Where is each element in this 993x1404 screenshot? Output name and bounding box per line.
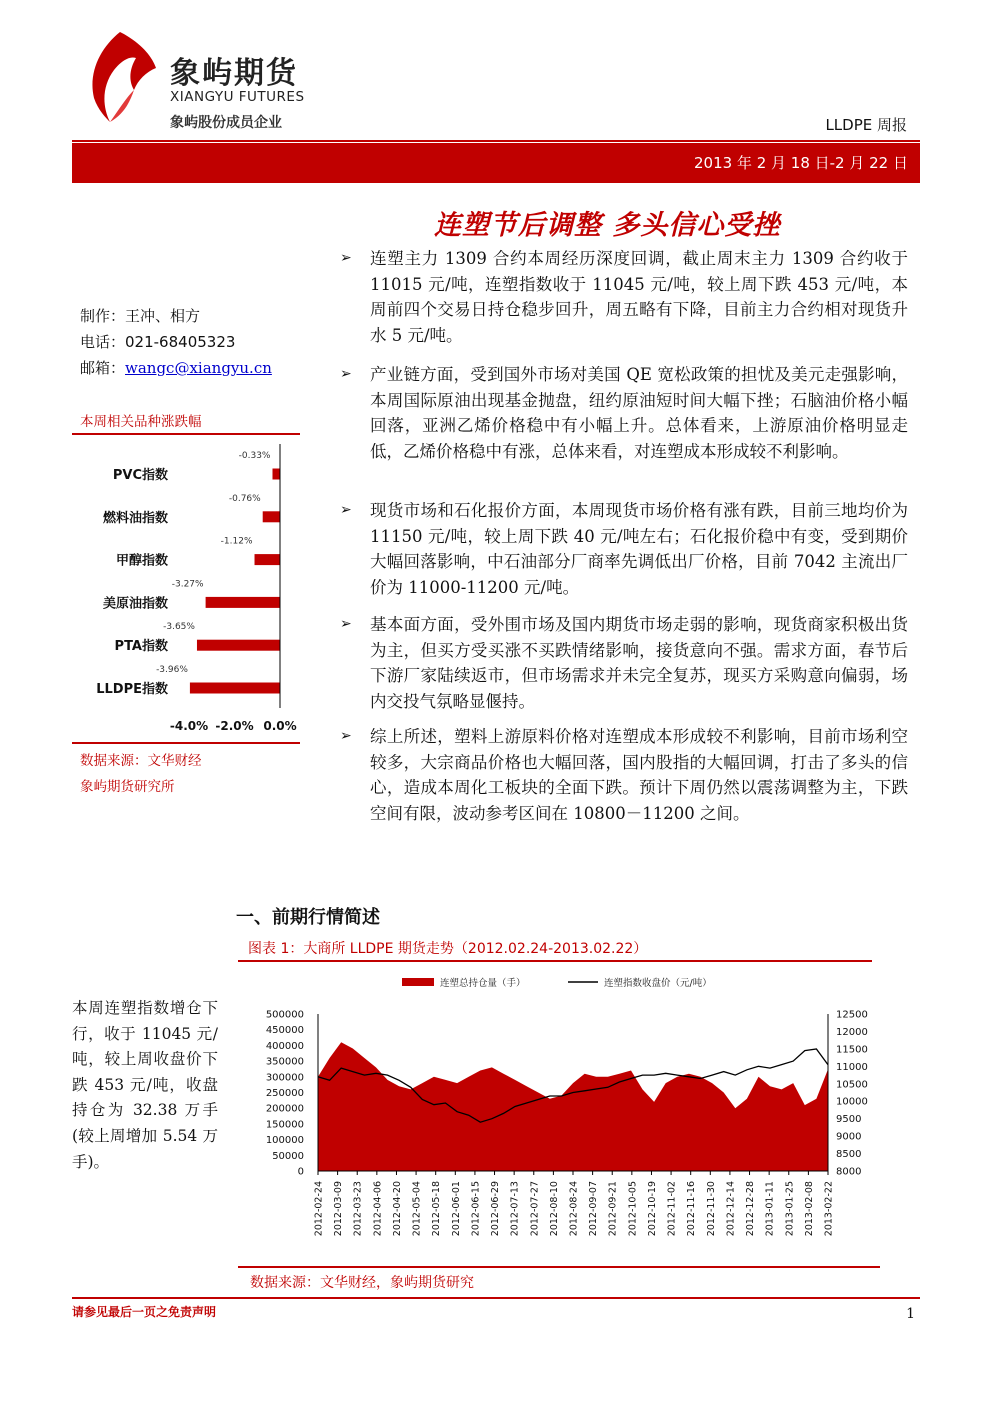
legend-label-area: 连塑总持仓量（手） xyxy=(440,978,526,989)
company-name-cn: 象屿期货 xyxy=(170,56,298,91)
x-tick-label: -4.0% xyxy=(169,719,209,733)
x-tick-label: 2013-02-08 xyxy=(803,1181,815,1237)
arrow-bullet-icon: ➢ xyxy=(340,616,352,632)
right-tick-label: 9500 xyxy=(836,1114,862,1126)
sidebar-divider xyxy=(72,742,300,744)
right-tick-label: 11000 xyxy=(836,1061,868,1073)
phone-line: 电话：021-68405323 xyxy=(80,333,236,351)
x-tick-label: 2013-01-11 xyxy=(764,1181,776,1237)
x-tick-label: 2012-06-01 xyxy=(450,1181,462,1237)
change-value-label: -3.65% xyxy=(163,622,195,633)
left-tick-label: 300000 xyxy=(265,1072,304,1084)
email-link[interactable]: wangc@xiangyu.cn xyxy=(125,359,272,377)
sidebar-chart-title: 本周相关品种涨跌幅 xyxy=(80,414,202,430)
right-tick-label: 10500 xyxy=(836,1079,868,1091)
x-tick-label: 0.0% xyxy=(263,719,297,733)
right-tick-label: 12500 xyxy=(836,1009,868,1021)
author-names: 王冲、相方 xyxy=(125,307,201,325)
x-tick-label: 2013-01-25 xyxy=(784,1181,796,1237)
x-tick-label: 2012-05-18 xyxy=(431,1181,443,1237)
category-label: 甲醇指数 xyxy=(115,553,168,569)
company-name-en: XIANGYU FUTURES xyxy=(170,89,305,105)
arrow-bullet-icon: ➢ xyxy=(340,366,352,382)
date-banner xyxy=(72,143,920,183)
left-tick-label: 0 xyxy=(297,1166,304,1178)
report-date: 2013 年 2 月 18 日-2 月 22 日 xyxy=(694,154,908,172)
right-tick-label: 10000 xyxy=(836,1096,868,1108)
x-tick-label: 2012-03-09 xyxy=(333,1181,345,1237)
email-line: 邮箱：wangc@xiangyu.cn xyxy=(80,359,272,377)
change-bar xyxy=(206,597,280,608)
x-tick-label: 2012-12-14 xyxy=(725,1181,737,1237)
x-tick-label: 2012-06-15 xyxy=(470,1181,482,1237)
sidebar-source-2: 象屿期货研究所 xyxy=(80,779,175,795)
left-tick-label: 100000 xyxy=(265,1135,304,1147)
category-label: 美原油指数 xyxy=(102,596,168,612)
category-label: 燃料油指数 xyxy=(102,510,168,526)
change-value-label: -3.27% xyxy=(171,579,204,590)
open-interest-area xyxy=(318,1042,828,1171)
x-tick-label: 2012-02-24 xyxy=(313,1181,325,1237)
company-logo-icon xyxy=(80,28,160,123)
left-tick-label: 350000 xyxy=(265,1056,304,1068)
change-value-label: -0.33% xyxy=(238,451,271,461)
report-title: 连塑节后调整 多头信心受挫 xyxy=(434,210,781,241)
disclaimer-note: 请参见最后一页之免责声明 xyxy=(72,1305,217,1319)
report-type: LLDPE 周报 xyxy=(825,116,907,134)
author-line: 制作：王冲、相方 xyxy=(80,307,201,325)
x-tick-label: 2012-04-20 xyxy=(391,1181,403,1237)
x-tick-label: 2012-12-28 xyxy=(745,1181,757,1237)
right-tick-label: 9000 xyxy=(836,1131,862,1143)
x-tick-label: 2012-11-02 xyxy=(666,1181,678,1237)
x-tick-label: 2012-06-29 xyxy=(490,1181,502,1237)
x-tick-label: 2012-07-13 xyxy=(509,1181,521,1237)
right-tick-label: 12000 xyxy=(836,1026,868,1038)
change-bar xyxy=(197,640,280,651)
right-tick-label: 8000 xyxy=(836,1166,862,1178)
right-tick-label: 8500 xyxy=(836,1149,862,1161)
arrow-bullet-icon: ➢ xyxy=(340,502,352,518)
x-tick-label: 2012-05-04 xyxy=(411,1181,423,1237)
lldpe-trend-chart xyxy=(238,966,878,1264)
x-tick-label: 2012-10-05 xyxy=(627,1181,639,1237)
change-bar-chart xyxy=(72,436,302,740)
section-title: 一、前期行情简述 xyxy=(236,907,380,928)
change-value-label: -3.96% xyxy=(156,665,188,675)
figure-divider xyxy=(238,960,872,962)
x-tick-label: 2012-10-19 xyxy=(646,1181,658,1237)
footer-divider xyxy=(72,1297,920,1299)
figure-caption: 图表 1：大商所 LLDPE 期货走势（2012.02.24-2013.02.22） xyxy=(248,941,648,957)
bullet-conclusion: ➢ 综上所述，塑料上游原料价格对连塑成本形成较不利影响，目前市场利空较多，大宗商品价格也大幅回落，国内股指的大幅回调，打击了多头的信心，造成本周化工板块的全面下跌。预计下周仍然以震荡调整为主，下跌空间有限，波动参考区间在 10800－11200 之间。 xyxy=(340,724,908,826)
weekly-summary-paragraph: 本周连塑指数增仓下行，收于 11045 元/吨，较上周收盘价下跌 453 元/吨，收盘持仓为 32.38 万手(较上周增加 5.54 万手)。 xyxy=(72,999,218,1171)
change-bar xyxy=(190,683,280,694)
sidebar-divider xyxy=(72,433,300,435)
left-tick-label: 250000 xyxy=(265,1088,304,1099)
legend-swatch-area xyxy=(402,978,434,986)
left-tick-label: 150000 xyxy=(265,1119,304,1131)
bullet-spot-market: ➢ 现货市场和石化报价方面，本周现货市场价格有涨有跌，目前三地均价为 11150 元/吨，较上周下跌 40 元/吨左右；石化报价稳中有变，受到期价大幅回落影响，中石油部分厂商率先调低出厂价格，目前 7042 主流出厂价为 11000-11200 元/吨。 xyxy=(340,498,908,600)
figure-divider xyxy=(238,1266,880,1268)
left-tick-label: 50000 xyxy=(272,1150,304,1162)
bullet-fundamentals: ➢ 基本面方面，受外围市场及国内期货市场走弱的影响，现货商家积极出货为主，但买方受买涨不买跌情绪影响，接货意向不强。需求方面，春节后下游厂家陆续返市，但市场需求并未完全复苏，现买方采购意向偏弱，场内交投气氛略显偃持。 xyxy=(340,612,908,714)
change-bar xyxy=(272,469,280,480)
right-tick-label: 11500 xyxy=(836,1044,868,1056)
sidebar-source-1: 数据来源：文华财经 xyxy=(80,753,202,769)
x-tick-label: 2012-11-16 xyxy=(686,1181,698,1237)
left-tick-label: 450000 xyxy=(265,1025,304,1037)
x-tick-label: 2012-07-27 xyxy=(529,1181,541,1237)
figure-source: 数据来源：文华财经，象屿期货研究 xyxy=(250,1275,474,1291)
change-value-label: -1.12% xyxy=(220,536,253,547)
company-subtitle: 象屿股份成员企业 xyxy=(170,115,282,131)
bullet-industry-chain: ➢ 产业链方面，受到国外市场对美国 QE 宽松政策的担忧及美元走强影响，本周国际原油出现基金抛盘，纽约原油短时间大幅下挫；石脑油价格小幅回落，亚洲乙烯价格稳中有小幅上升。总体看来，上游原油价格明显走低，乙烯价格稳中有涨，总体来看，对连塑成本形成较不利影响。 xyxy=(340,362,908,464)
category-label: LLDPE指数 xyxy=(96,682,168,697)
x-tick-label: 2012-09-21 xyxy=(607,1181,619,1237)
left-tick-label: 500000 xyxy=(265,1009,304,1021)
legend-label-line: 连塑指数收盘价（元/吨） xyxy=(604,978,712,989)
x-tick-label: 2013-02-22 xyxy=(823,1181,835,1237)
arrow-bullet-icon: ➢ xyxy=(340,728,352,744)
category-label: PVC指数 xyxy=(112,468,168,483)
left-tick-label: 400000 xyxy=(265,1040,304,1052)
page-number: 1 xyxy=(906,1306,915,1322)
x-tick-label: 2012-08-24 xyxy=(568,1181,580,1237)
change-value-label: -0.76% xyxy=(228,493,261,504)
arrow-bullet-icon: ➢ xyxy=(340,250,352,266)
category-label: PTA指数 xyxy=(114,639,168,655)
x-tick-label: 2012-08-10 xyxy=(548,1181,560,1237)
change-bar xyxy=(263,511,280,522)
x-tick-label: 2012-03-23 xyxy=(352,1181,364,1237)
x-tick-label: 2012-09-07 xyxy=(588,1181,600,1237)
change-bar xyxy=(255,554,280,565)
x-tick-label: 2012-11-30 xyxy=(705,1181,717,1237)
x-tick-label: -2.0% xyxy=(215,719,254,733)
x-tick-label: 2012-04-06 xyxy=(372,1181,384,1237)
header-divider xyxy=(72,140,920,142)
phone-number: 021-68405323 xyxy=(125,333,236,351)
bullet-summary: ➢ 连塑主力 1309 合约本周经历深度回调，截止周末主力 1309 合约收于 11015 元/吨，连塑指数收于 11045 元/吨，较上周下跌 453 元/吨，本周前四个交易日持仓稳步回升，周五略有下降，目前主力合约相对现货升水 5 元/吨。 xyxy=(340,246,908,348)
left-tick-label: 200000 xyxy=(265,1103,304,1115)
